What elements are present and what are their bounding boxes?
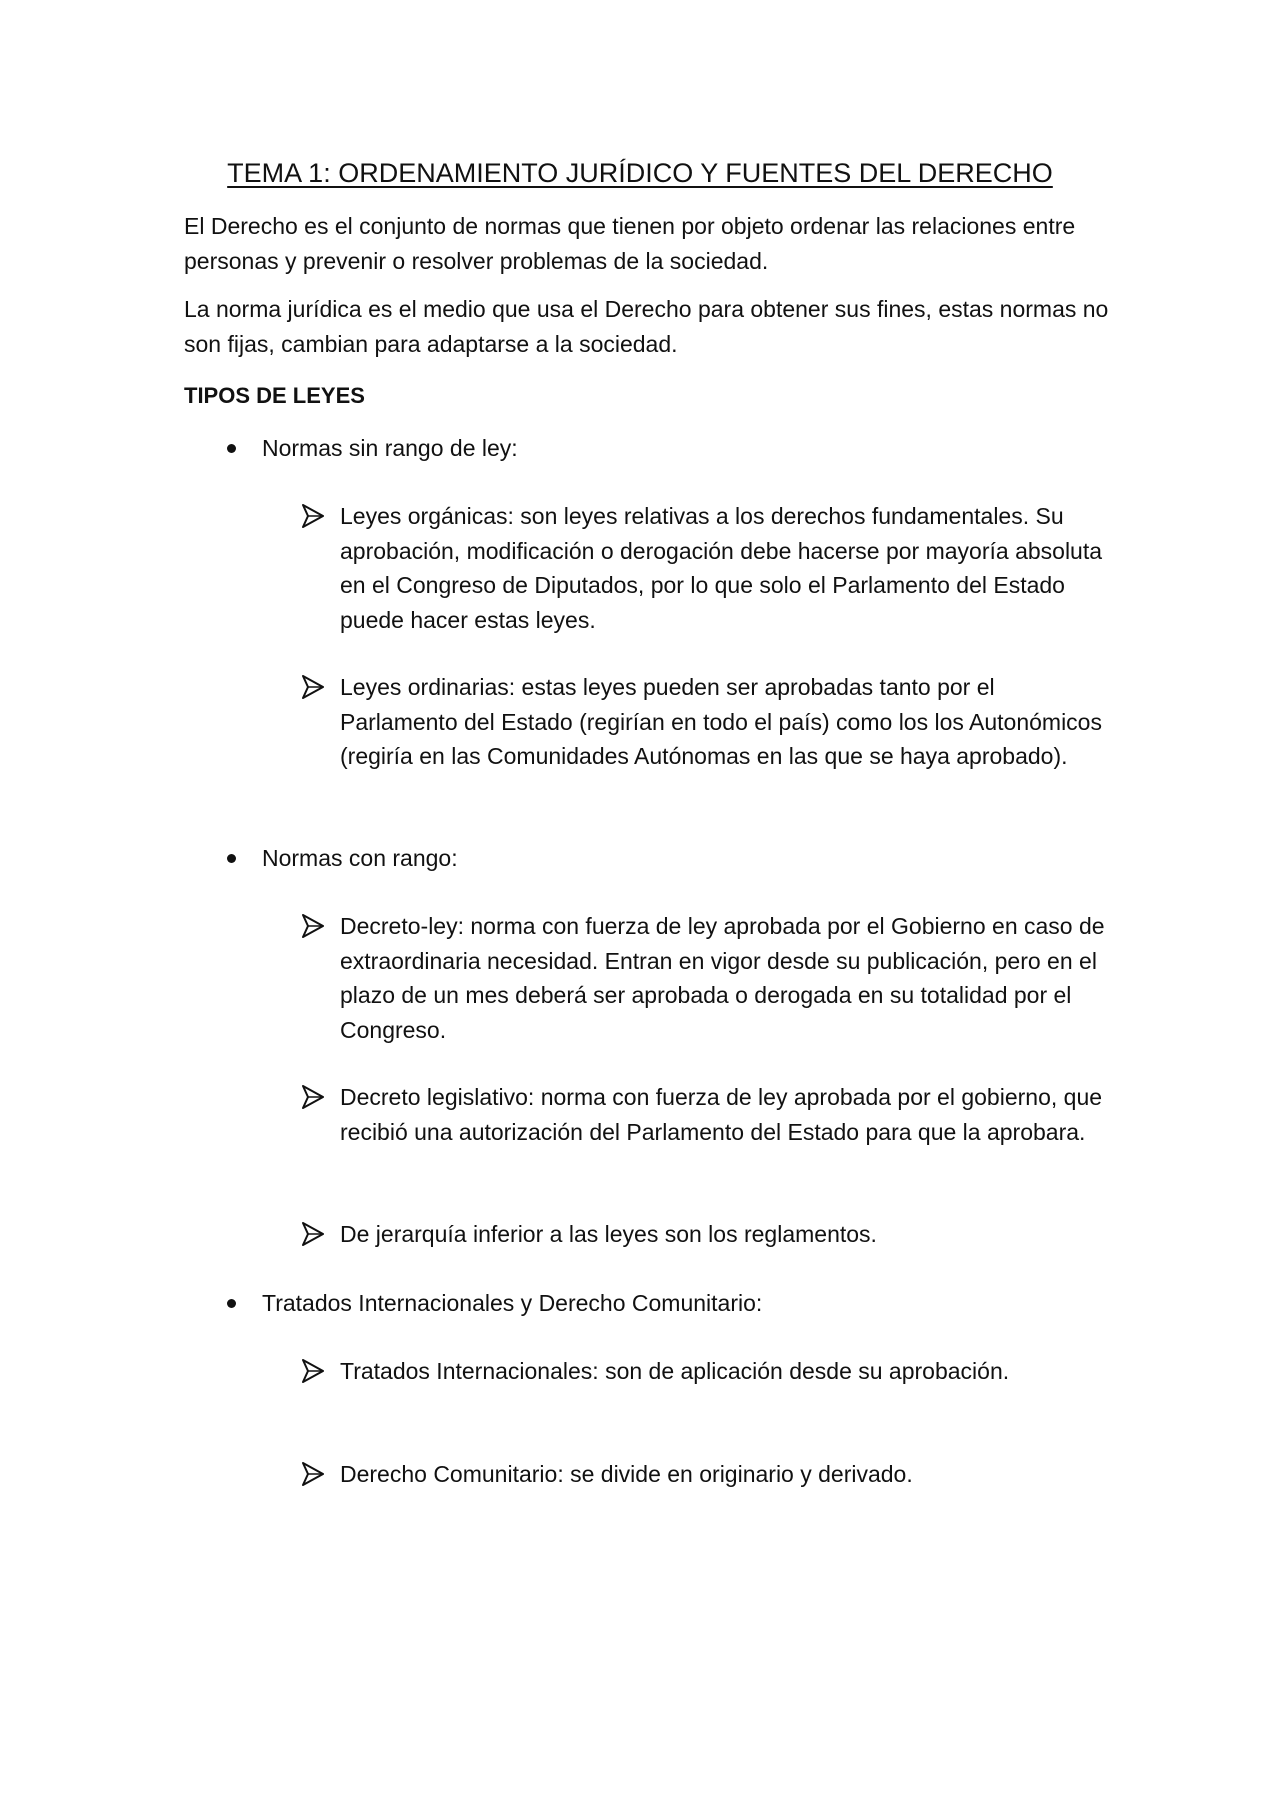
filled-circle-bullet-icon: [227, 854, 236, 863]
arrowhead-bullet-icon: [302, 1222, 324, 1246]
arrowhead-bullet-icon: [302, 1085, 324, 1109]
bullet-label: Tratados Internacionales y Derecho Comunitario:: [262, 1290, 763, 1316]
sub-item-text: Decreto-ley: norma con fuerza de ley aprobada por el Gobierno en caso de extraordinaria necesidad. Entran en vigor desde su publicación, pero en el plazo de un mes deberá ser aprobada o derogada en su totalidad por el Congreso.: [340, 913, 1105, 1043]
document-title: [0, 156, 1280, 190]
filled-circle-bullet-icon: [227, 1299, 236, 1308]
bullet-label: Normas sin rango de ley:: [262, 435, 518, 461]
arrowhead-bullet-icon: [302, 1359, 324, 1383]
arrowhead-bullet-icon: [302, 914, 324, 938]
filled-circle-bullet-icon: [227, 444, 236, 453]
intro-paragraph-2: La norma jurídica es el medio que usa el Derecho para obtener sus fines, estas normas no son fijas, cambian para adaptarse a la sociedad.: [184, 296, 1109, 357]
document-title-text: TEMA 1: ORDENAMIENTO JURÍDICO Y FUENTES DEL DERECHO: [227, 158, 1053, 188]
section-heading: TIPOS DE LEYES: [184, 383, 365, 408]
sub-item-text: Leyes ordinarias: estas leyes pueden ser aprobadas tanto por el Parlamento del Estado (regirían en todo el país) como los los Autonómicos (regiría en las Comunidades Autónomas en las que se haya aprobado).: [340, 674, 1102, 769]
sub-item-text: Derecho Comunitario: se divide en originario y derivado.: [340, 1461, 913, 1487]
bullet-label: Normas con rango:: [262, 845, 458, 871]
sub-item-text: Leyes orgánicas: son leyes relativas a los derechos fundamentales. Su aprobación, modificación o derogación debe hacerse por mayoría absoluta en el Congreso de Diputados, por lo que solo el Parlamento del Estado puede hacer estas leyes.: [340, 503, 1103, 633]
sub-item-text: De jerarquía inferior a las leyes son los reglamentos.: [340, 1221, 877, 1247]
arrowhead-bullet-icon: [302, 675, 324, 699]
sub-item-text: Tratados Internacionales: son de aplicación desde su aprobación.: [340, 1358, 1010, 1384]
sub-item-text: Decreto legislativo: norma con fuerza de ley aprobada por el gobierno, que recibió una autorización del Parlamento del Estado para que la aprobara.: [340, 1084, 1103, 1145]
arrowhead-bullet-icon: [302, 504, 324, 528]
intro-paragraph-1: El Derecho es el conjunto de normas que tienen por objeto ordenar las relaciones entre personas y prevenir o resolver problemas de la sociedad.: [184, 213, 1076, 274]
arrowhead-bullet-icon: [302, 1462, 324, 1486]
